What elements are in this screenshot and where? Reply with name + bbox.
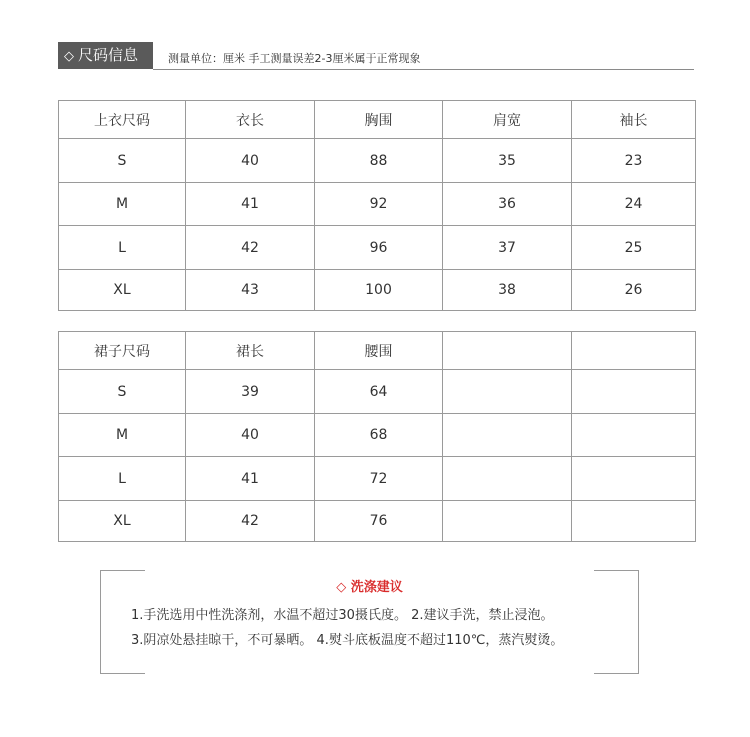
table-row bbox=[59, 414, 696, 457]
table-cell bbox=[443, 370, 572, 414]
table-cell: 100 bbox=[315, 270, 443, 311]
table-header-cell: 衣长 bbox=[186, 101, 315, 139]
box-corner bbox=[594, 570, 638, 571]
table-header-cell: 裙子尺码 bbox=[59, 332, 186, 370]
measurement-note: 测量单位：厘米 手工测量误差2-3厘米属于正常现象 bbox=[168, 52, 421, 65]
size-info-header bbox=[58, 42, 694, 70]
table-header-row bbox=[59, 101, 696, 139]
table-cell: 23 bbox=[572, 139, 696, 183]
top-size-table bbox=[58, 100, 696, 311]
table-cell: 25 bbox=[572, 226, 696, 270]
table-cell bbox=[443, 501, 572, 542]
table-cell bbox=[443, 414, 572, 457]
wash-advice-box bbox=[100, 570, 639, 674]
table-row bbox=[59, 270, 696, 311]
table-cell bbox=[443, 457, 572, 501]
table-header-cell: 上衣尺码 bbox=[59, 101, 186, 139]
table-row bbox=[59, 139, 696, 183]
table-cell: 43 bbox=[186, 270, 315, 311]
table-header-cell: 胸围 bbox=[315, 101, 443, 139]
table-cell: 36 bbox=[443, 183, 572, 226]
table-header-cell: 肩宽 bbox=[443, 101, 572, 139]
diamond-icon: ◇ bbox=[336, 580, 347, 595]
table-cell: 35 bbox=[443, 139, 572, 183]
table-cell: M bbox=[59, 414, 186, 457]
table-cell: 92 bbox=[315, 183, 443, 226]
table-cell: 68 bbox=[315, 414, 443, 457]
wash-advice-title-text: 洗涤建议 bbox=[350, 580, 403, 595]
table-cell: S bbox=[59, 370, 186, 414]
table-cell: 41 bbox=[186, 183, 315, 226]
table-cell: 40 bbox=[186, 414, 315, 457]
table-cell bbox=[572, 501, 696, 542]
table-row bbox=[59, 226, 696, 270]
size-info-title: 尺码信息 bbox=[78, 46, 139, 64]
table-cell bbox=[572, 370, 696, 414]
table-cell: 26 bbox=[572, 270, 696, 311]
table-cell: 38 bbox=[443, 270, 572, 311]
table-cell: XL bbox=[59, 270, 186, 311]
table-header-cell: 腰围 bbox=[315, 332, 443, 370]
table-cell: L bbox=[59, 226, 186, 270]
wash-advice-title bbox=[101, 576, 638, 595]
table-cell: XL bbox=[59, 501, 186, 542]
header-divider bbox=[153, 69, 694, 70]
table-cell: 42 bbox=[186, 501, 315, 542]
table-header-row bbox=[59, 332, 696, 370]
box-corner bbox=[101, 570, 145, 571]
box-corner bbox=[101, 673, 145, 674]
table-cell: 24 bbox=[572, 183, 696, 226]
table-header-cell bbox=[572, 332, 696, 370]
table-header-cell bbox=[443, 332, 572, 370]
bottom-size-table bbox=[58, 331, 696, 542]
table-cell: 39 bbox=[186, 370, 315, 414]
table-cell: 88 bbox=[315, 139, 443, 183]
table-cell: S bbox=[59, 139, 186, 183]
table-cell: 41 bbox=[186, 457, 315, 501]
table-row bbox=[59, 457, 696, 501]
table-header-cell: 裙长 bbox=[186, 332, 315, 370]
table-cell: 76 bbox=[315, 501, 443, 542]
table-header-cell: 袖长 bbox=[572, 101, 696, 139]
table-row bbox=[59, 501, 696, 542]
table-row bbox=[59, 183, 696, 226]
table-cell: M bbox=[59, 183, 186, 226]
table-row bbox=[59, 370, 696, 414]
size-info-tag bbox=[58, 42, 153, 69]
table-cell: L bbox=[59, 457, 186, 501]
table-cell: 64 bbox=[315, 370, 443, 414]
table-cell: 72 bbox=[315, 457, 443, 501]
table-cell: 96 bbox=[315, 226, 443, 270]
table-cell bbox=[572, 414, 696, 457]
table-cell bbox=[572, 457, 696, 501]
diamond-icon: ◇ bbox=[64, 49, 74, 64]
table-cell: 42 bbox=[186, 226, 315, 270]
table-cell: 37 bbox=[443, 226, 572, 270]
wash-advice-line: 3.阴凉处悬挂晾干，不可暴晒。 4.熨斗底板温度不超过110℃，蒸汽熨烫。 bbox=[131, 633, 564, 648]
table-cell: 40 bbox=[186, 139, 315, 183]
wash-advice-line: 1.手洗选用中性洗涤剂，水温不超过30摄氏度。 2.建议手洗，禁止浸泡。 bbox=[131, 608, 554, 623]
box-corner bbox=[594, 673, 638, 674]
